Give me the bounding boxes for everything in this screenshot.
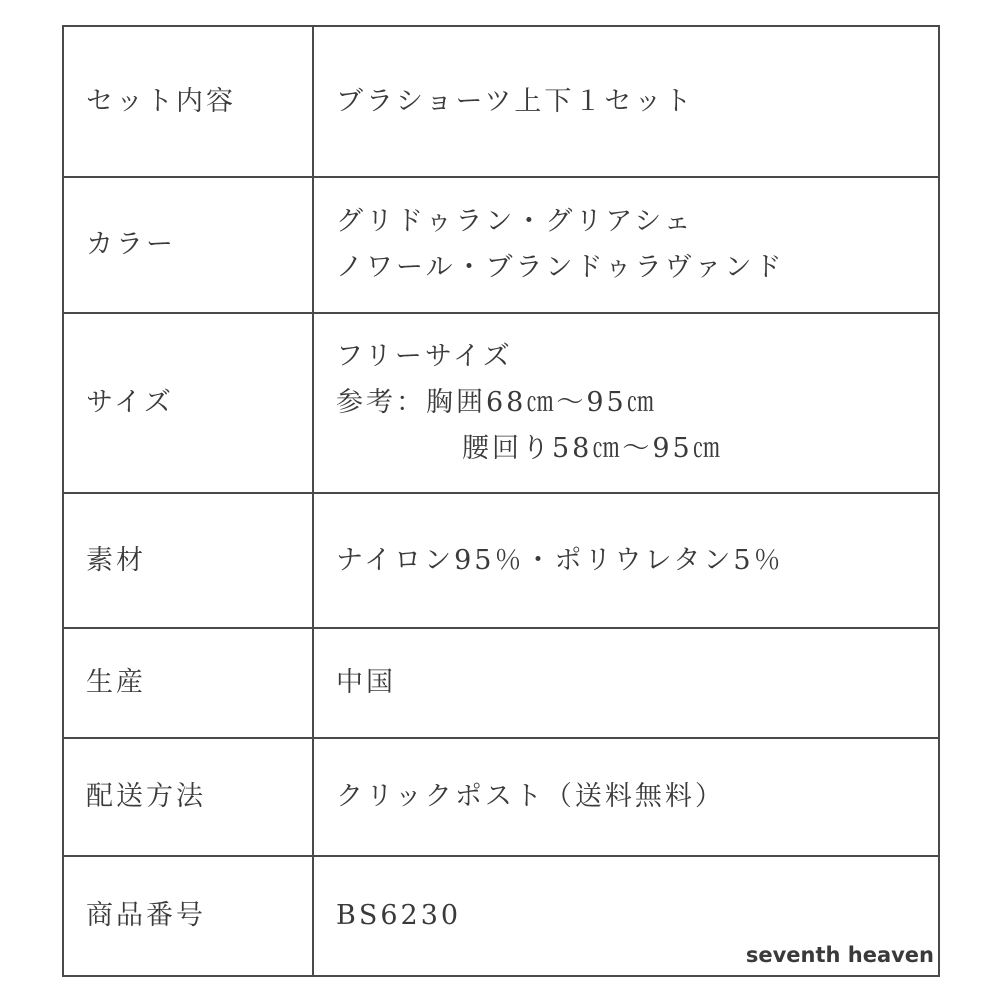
spec-label: 配送方法 (63, 738, 313, 856)
spec-value-line: グリドゥラン・グリアシェ (336, 206, 694, 237)
spec-value (313, 856, 939, 976)
spec-row-shipping (63, 738, 939, 856)
spec-value-line: クリックポスト（送料無料） (336, 781, 725, 812)
spec-value-line: ナイロン95％・ポリウレタン5％ (336, 544, 784, 576)
spec-label: 生産 (63, 628, 313, 738)
spec-value-line: 中国 (336, 667, 396, 698)
spec-value-line: フリーサイズ (336, 341, 513, 372)
spec-row-size (63, 313, 939, 493)
spec-row-product-code (63, 856, 939, 976)
spec-label: カラー (63, 177, 313, 313)
spec-row-material (63, 493, 939, 628)
spec-value (313, 628, 939, 738)
spec-value (313, 177, 939, 313)
spec-label: 素材 (63, 493, 313, 628)
spec-value (313, 313, 939, 493)
spec-value-line: 腰回り58㎝～95㎝ (462, 433, 723, 464)
spec-label: 商品番号 (63, 856, 313, 976)
spec-value (313, 738, 939, 856)
brand-logo-text: seventh heaven (745, 943, 934, 967)
spec-value-line: ブラショーツ上下１セット (336, 85, 695, 117)
spec-value-line: ノワール・ブランドゥラヴァンド (336, 252, 785, 283)
spec-row-color (63, 177, 939, 313)
spec-label: セット内容 (63, 26, 313, 177)
spec-value (313, 26, 939, 177)
spec-value-line: BS6230 (336, 900, 462, 931)
spec-row-origin (63, 628, 939, 738)
spec-value (313, 493, 939, 628)
spec-value-line: 参考：胸囲68㎝～95㎝ (336, 387, 657, 418)
product-spec-table (62, 25, 940, 977)
spec-label: サイズ (63, 313, 313, 493)
spec-row-set-contents (63, 26, 939, 177)
